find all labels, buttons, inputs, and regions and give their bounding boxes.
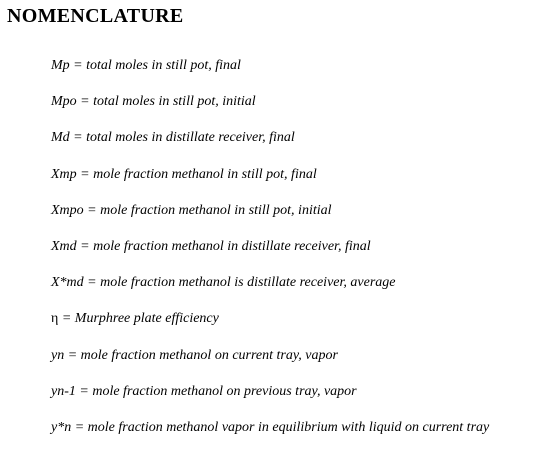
- term-definition: = mole fraction methanol on current tray, vapor: [64, 347, 338, 363]
- term-xmd: [51, 238, 489, 274]
- term-symbol: Xmpo: [51, 202, 84, 218]
- term-symbol: yn: [51, 347, 65, 363]
- term-symbol: Mpo: [51, 94, 77, 110]
- term-definition: = total moles in distillate receiver, final: [69, 130, 295, 146]
- term-definition: = total moles in still pot, final: [69, 58, 241, 73]
- term-definition: = mole fraction methanol in still pot, final: [76, 166, 317, 182]
- term-mpo: [51, 93, 489, 129]
- term-definition: = mole fraction methanol on previous tray, vapor: [75, 383, 357, 399]
- term-yn-star: [51, 419, 489, 455]
- term-symbol: Mp: [51, 58, 70, 73]
- term-xmp: [51, 166, 489, 202]
- term-yn-1: [51, 383, 489, 419]
- term-symbol: yn-1: [51, 383, 76, 399]
- term-symbol: Md: [51, 130, 70, 146]
- term-symbol: Xmd: [51, 238, 77, 254]
- term-xmd-average: [51, 274, 489, 310]
- page-title: NOMENCLATURE: [7, 5, 184, 27]
- term-symbol: η: [51, 311, 59, 327]
- term-xmpo: [51, 202, 489, 238]
- term-symbol: Xmp: [51, 166, 77, 182]
- term-definition: = total moles in still pot, initial: [76, 94, 256, 110]
- term-symbol: X*md: [51, 275, 84, 291]
- term-definition: = mole fraction methanol vapor in equilibrium with liquid on current tray: [71, 419, 490, 435]
- term-mp: [51, 57, 489, 93]
- term-definition: = Murphree plate efficiency: [58, 311, 219, 327]
- nomenclature-list: [51, 57, 489, 455]
- term-definition: = mole fraction methanol in distillate receiver, final: [76, 238, 371, 254]
- term-eta: [51, 310, 489, 346]
- term-definition: = mole fraction methanol in still pot, initial: [83, 202, 332, 218]
- term-symbol: y*n: [51, 419, 72, 435]
- term-definition: = mole fraction methanol is distillate receiver, average: [83, 275, 396, 291]
- term-yn: [51, 347, 489, 383]
- term-md: [51, 129, 489, 165]
